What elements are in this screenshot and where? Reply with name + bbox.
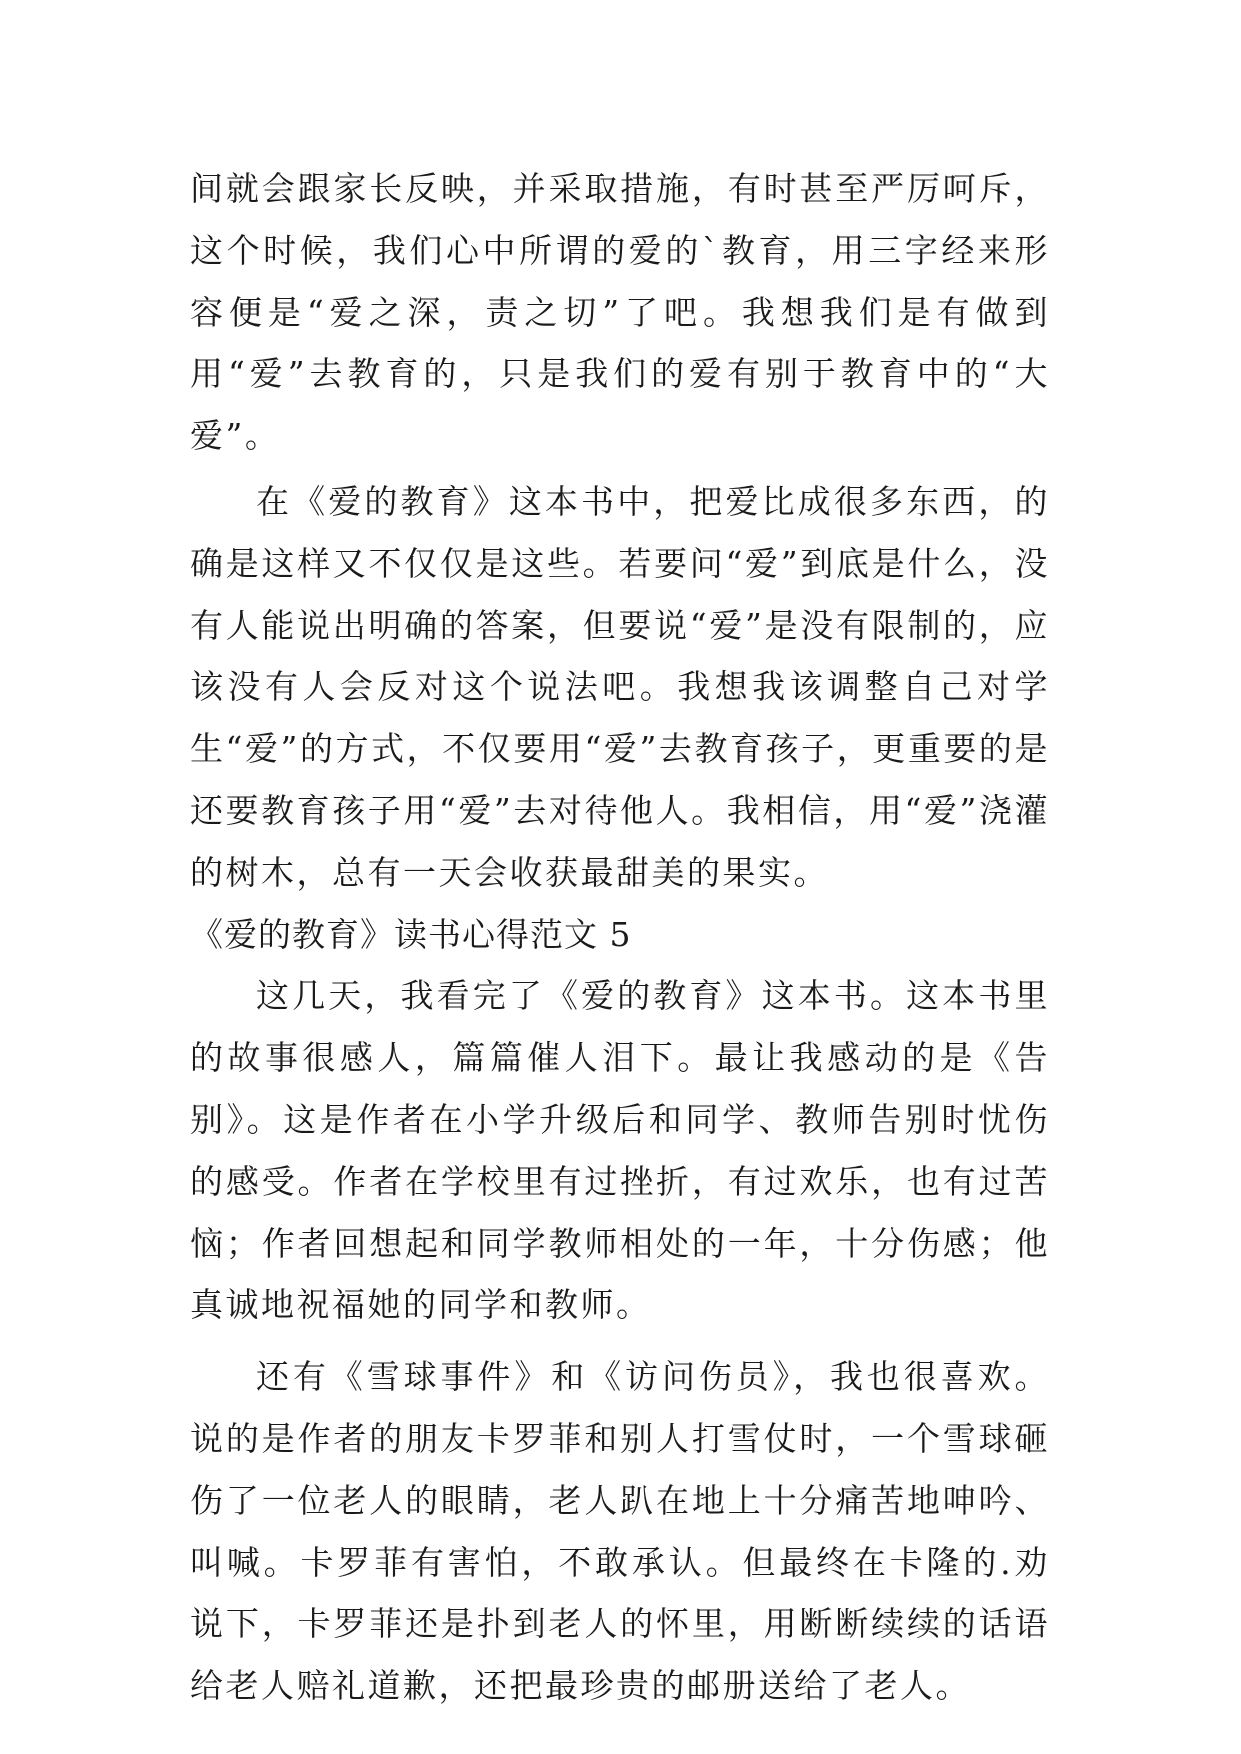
document-body <box>190 158 1050 1717</box>
section-heading: 《爱的教育》读书心得范文 5 <box>190 914 632 954</box>
paragraph-continued: 间就会跟家长反映，并采取措施，有时甚至严厉呵斥，这个时候，我们心中所谓的爱的`教育，用三字经来形容便是“爱之深，责之切”了吧。我想我们是有做到用“爱”去教育的，只是我们的爱有别于教育中的“大爱”。 <box>190 169 1050 456</box>
paragraph-love-definition: 在《爱的教育》这本书中，把爱比成很多东西，的确是这样又不仅仅是这些。若要问“爱”到底是什么，没有人能说出明确的答案，但要说“爱”是没有限制的，应该没有人会反对这个说法吧。我想我该调整自己对学生“爱”的方式，不仅要用“爱”去教育孩子，更重要的是还要教育孩子用“爱”去对待他人。我相信，用“爱”浇灌的树木，总有一天会收获最甜美的果实。 <box>190 481 1050 892</box>
paragraph-farewell: 这几天，我看完了《爱的教育》这本书。这本书里的故事很感人，篇篇催人泪下。最让我感动的是《告别》。这是作者在小学升级后和同学、教师告别时忧伤的感受。作者在学校里有过挫折，有过欢乐，也有过苦恼；作者回想起和同学教师相处的一年，十分伤感；他真诚地祝福她的同学和教师。 <box>190 976 1050 1325</box>
paragraph-snowball: 还有《雪球事件》和《访问伤员》，我也很喜欢。说的是作者的朋友卡罗菲和别人打雪仗时，一个雪球砸伤了一位老人的眼睛，老人趴在地上十分痛苦地呻吟、叫喊。卡罗菲有害怕，不敢承认。但最终在卡隆的.劝说下，卡罗菲还是扑到老人的怀里，用断断续续的话语给老人赔礼道歉，还把最珍贵的邮册送给了老人。 <box>190 1357 1050 1706</box>
